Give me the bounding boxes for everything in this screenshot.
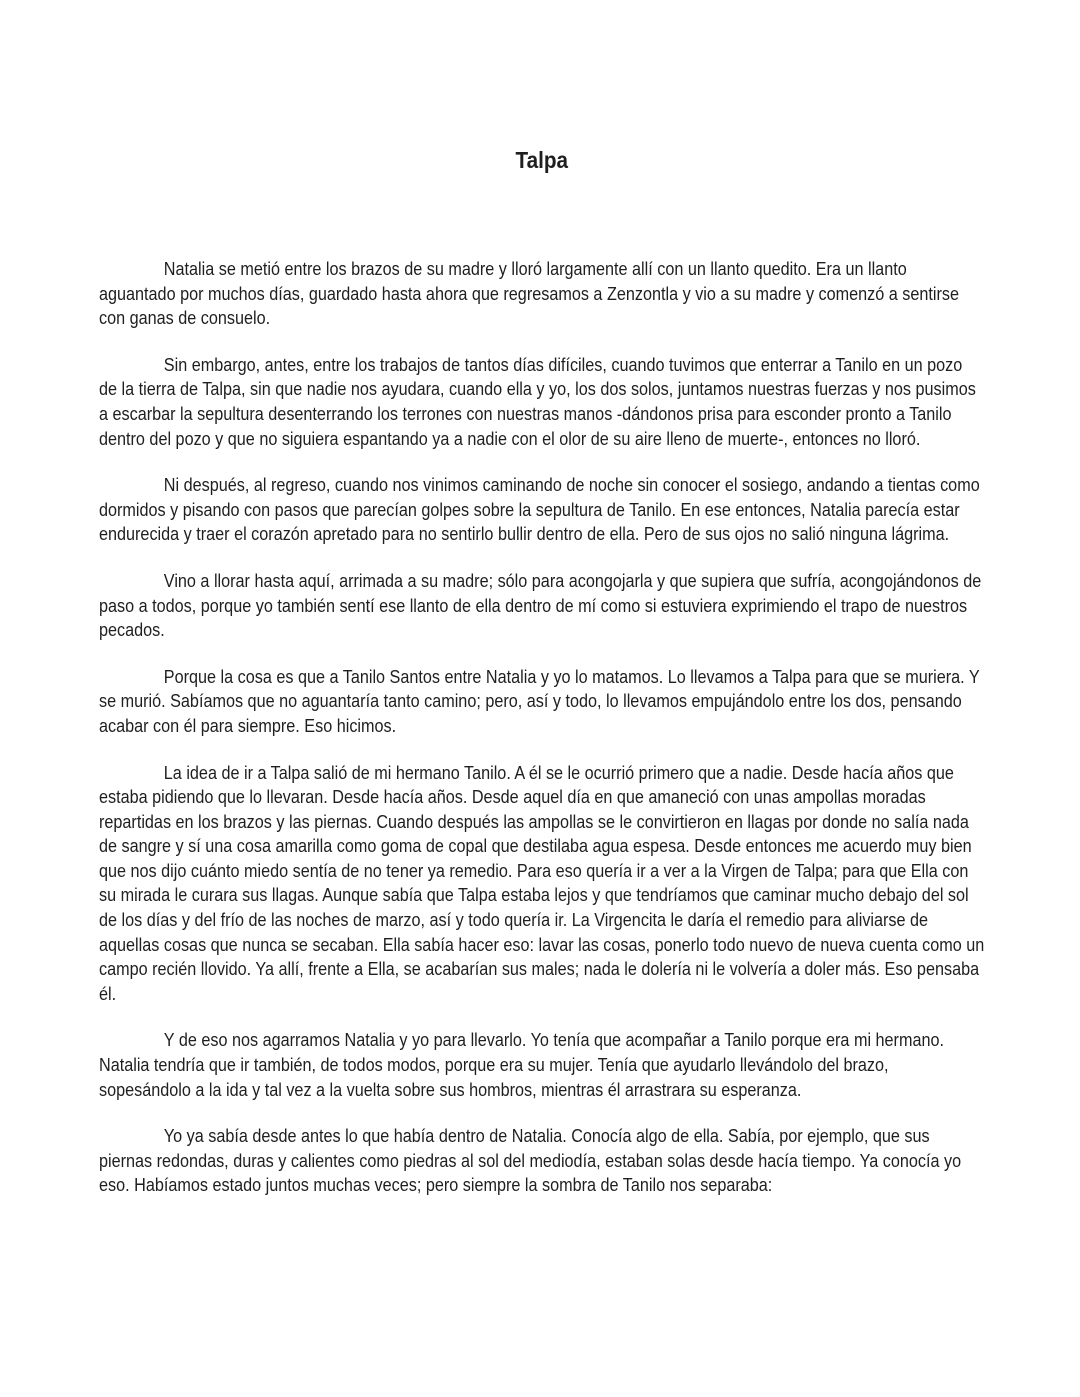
paragraph: Yo ya sabía desde antes lo que había dentro de Natalia. Conocía algo de ella. Sabía, por ejemplo, que sus piernas redondas, duras y calientes como piedras al sol del mediodía, estaban solas desde hacía tiempo. Ya conocía yo eso. Habíamos estado juntos muchas veces; pero siempre la sombra de Tanilo nos separaba: xyxy=(99,1126,962,1196)
paragraph: Natalia se metió entre los brazos de su madre y lloró largamente allí con un llanto quedito. Era un llanto aguantado por muchos días, guardado hasta ahora que regresamos a Zenzontla y vio a su madre y comenzó a sentirse con ganas de consuelo. xyxy=(99,259,960,329)
page-content xyxy=(99,147,985,1198)
paragraph: Y de eso nos agarramos Natalia y yo para llevarlo. Yo tenía que acompañar a Tanilo porque era mi hermano. Natalia tendría que ir también, de todos modos, porque era su mujer. Tenía que ayudarlo llevándolo del brazo, sopesándolo a la ida y tal vez a la vuelta sobre sus hombros, mientras él arrastrara su esperanza. xyxy=(99,1030,944,1100)
paragraph: Porque la cosa es que a Tanilo Santos entre Natalia y yo lo matamos. Lo llevamos a Talpa para que se muriera. Y se murió. Sabíamos que no aguantaría tanto camino; pero, así y todo, lo llevamos empujándolo entre los dos, pensando acabar con él para siempre. Eso hicimos. xyxy=(99,666,980,736)
paragraph: Ni después, al regreso, cuando nos vinimos caminando de noche sin conocer el sosiego, andando a tientas como dormidos y pisando con pasos que parecían golpes sobre la sepultura de Tanilo. En ese entonces, Natalia parecía estar endurecida y traer el corazón apretado para no sentirlo bullir dentro de ella. Pero de sus ojos no salió ninguna lágrima. xyxy=(99,475,980,545)
paragraph: La idea de ir a Talpa salió de mi hermano Tanilo. A él se le ocurrió primero que a nadie. Desde hacía años que estaba pidiendo que lo llevaran. Desde hacía años. Desde aquel día en que amaneció con unas ampollas moradas repartidas en los brazos y las piernas. Cuando después las ampollas se le convirtieron en llagas por donde no salía nada de sangre y sí una cosa amarilla como goma de copal que destilaba agua espesa. Desde entonces me acuerdo muy bien que nos dijo cuánto miedo sentía de no tener ya remedio. Para eso quería ir a ver a la Virgen de Talpa; para que Ella con su mirada le curara sus llagas. Aunque sabía que Talpa estaba lejos y que tendríamos que caminar mucho debajo del sol de los días y del frío de las noches de marzo, así y todo quería ir. La Virgencita le daría el remedio para aliviarse de aquellas cosas que nunca se secaban. Ella sabía hacer eso: lavar las cosas, ponerlo todo nuevo de nueva cuenta como un campo recién llovido. Ya allí, frente a Ella, se acabarían sus males; nada le dolería ni le volvería a doler más. Eso pensaba él. xyxy=(99,762,985,1004)
paragraph: Vino a llorar hasta aquí, arrimada a su madre; sólo para acongojarla y que supiera que sufría, acongojándonos de paso a todos, porque yo también sentí ese llanto de ella dentro de mí como si estuviera exprimiendo el trapo de nuestros pecados. xyxy=(99,570,982,641)
page-title: Talpa xyxy=(515,147,569,173)
paragraph: Sin embargo, antes, entre los trabajos de tantos días difíciles, cuando tuvimos que enterrar a Tanilo en un pozo de la tierra de Talpa, sin que nadie nos ayudara, cuando ella y yo, los dos solos, juntamos nuestras fuerzas y nos pusimos a escarbar la sepultura desenterrando los terrones con nuestras manos -dándonos prisa para esconder pronto a Tanilo dentro del pozo y que no siguiera espantando ya a nadie con el olor de su aire lleno de muerte-, entonces no lloró. xyxy=(99,354,976,449)
